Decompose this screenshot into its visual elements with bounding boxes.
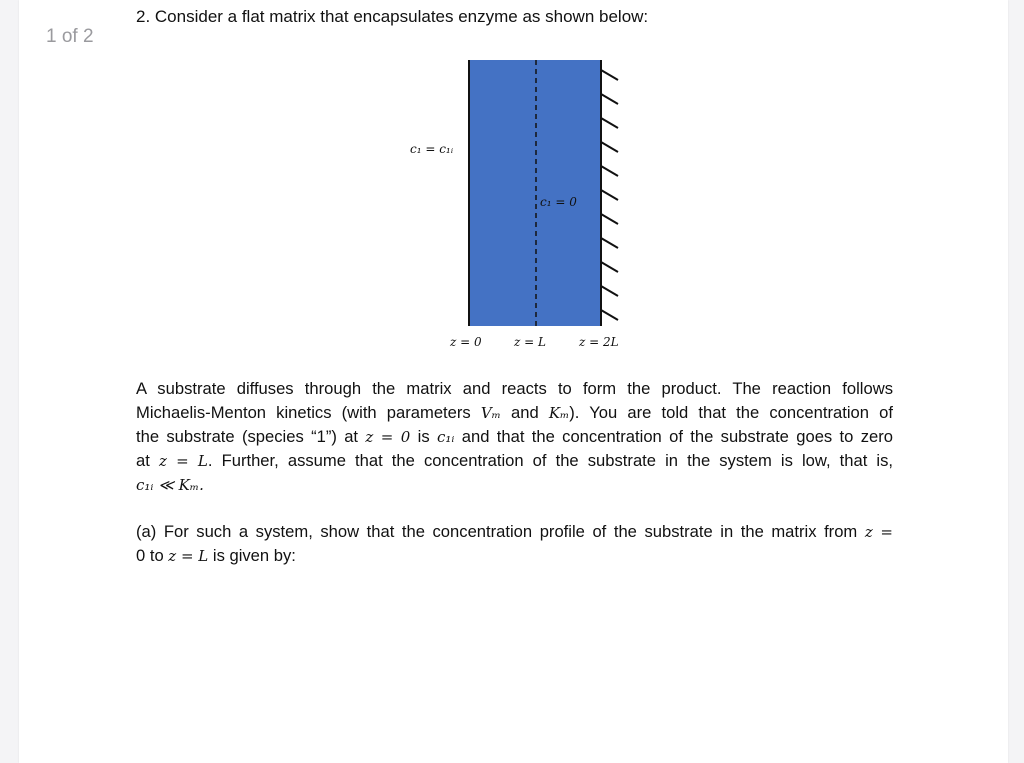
inequality-expression: c₁ᵢ ≪ Kₘ. — [136, 476, 204, 494]
axis-label-z0: z = 0 — [450, 335, 482, 349]
part-a-line-2 — [136, 544, 893, 568]
page-indicator: 1 of 2 — [46, 26, 94, 47]
symbol-km: Kₘ — [548, 404, 570, 422]
statement-line-5 — [136, 473, 893, 497]
axis-label-z2L: z = 2L — [579, 335, 619, 349]
text-segment: A substrate diffuses through the matrix and reacts to form the product. The reaction follows — [136, 379, 893, 398]
text-segment: is — [410, 427, 437, 446]
text-segment: ). You are told that the concentration of — [569, 403, 893, 422]
text-segment: (a) For such a system, show that the concentration profile of the substrate in the matrix from — [136, 522, 865, 541]
symbol-z: z = — [864, 523, 893, 541]
symbol-vm: Vₘ — [480, 404, 501, 422]
statement-line-4 — [136, 449, 893, 473]
boundary-condition-label: c₁ = c₁ᵢ — [410, 142, 454, 156]
part-a-line-1 — [136, 520, 893, 544]
axis-label-zL: z = L — [514, 335, 546, 349]
enzyme-matrix-slab — [469, 60, 601, 326]
text-segment: is given by: — [208, 546, 296, 565]
symbol-zl: z = L — [168, 547, 209, 565]
center-condition-label: c₁ = 0 — [540, 195, 577, 209]
impermeable-wall-hatching — [601, 70, 618, 320]
text-segment: . Further, assume that the concentration of the substrate in the system is low, that is, — [207, 451, 894, 470]
text-segment: at — [136, 451, 159, 470]
symbol-zl: z = L — [158, 452, 208, 470]
symbol-z0: z = 0 — [365, 428, 411, 446]
part-a-paragraph — [136, 520, 893, 568]
statement-line-3 — [136, 425, 893, 449]
question-title: 2. Consider a flat matrix that encapsulates enzyme as shown below: — [136, 7, 649, 26]
symbol-c1i: c₁ᵢ — [437, 428, 455, 446]
text-segment: 0 to — [136, 546, 169, 565]
text-segment: and that the concentration of the substrate goes to zero — [454, 427, 893, 446]
text-segment: and — [500, 403, 549, 422]
text-segment: the substrate (species “1”) at — [136, 427, 366, 446]
problem-statement-paragraph — [136, 377, 893, 497]
matrix-figure — [380, 55, 650, 355]
statement-line-2 — [136, 401, 893, 425]
text-segment: Michaelis-Menton kinetics (with parameters — [136, 403, 481, 422]
statement-line-1 — [136, 377, 893, 401]
